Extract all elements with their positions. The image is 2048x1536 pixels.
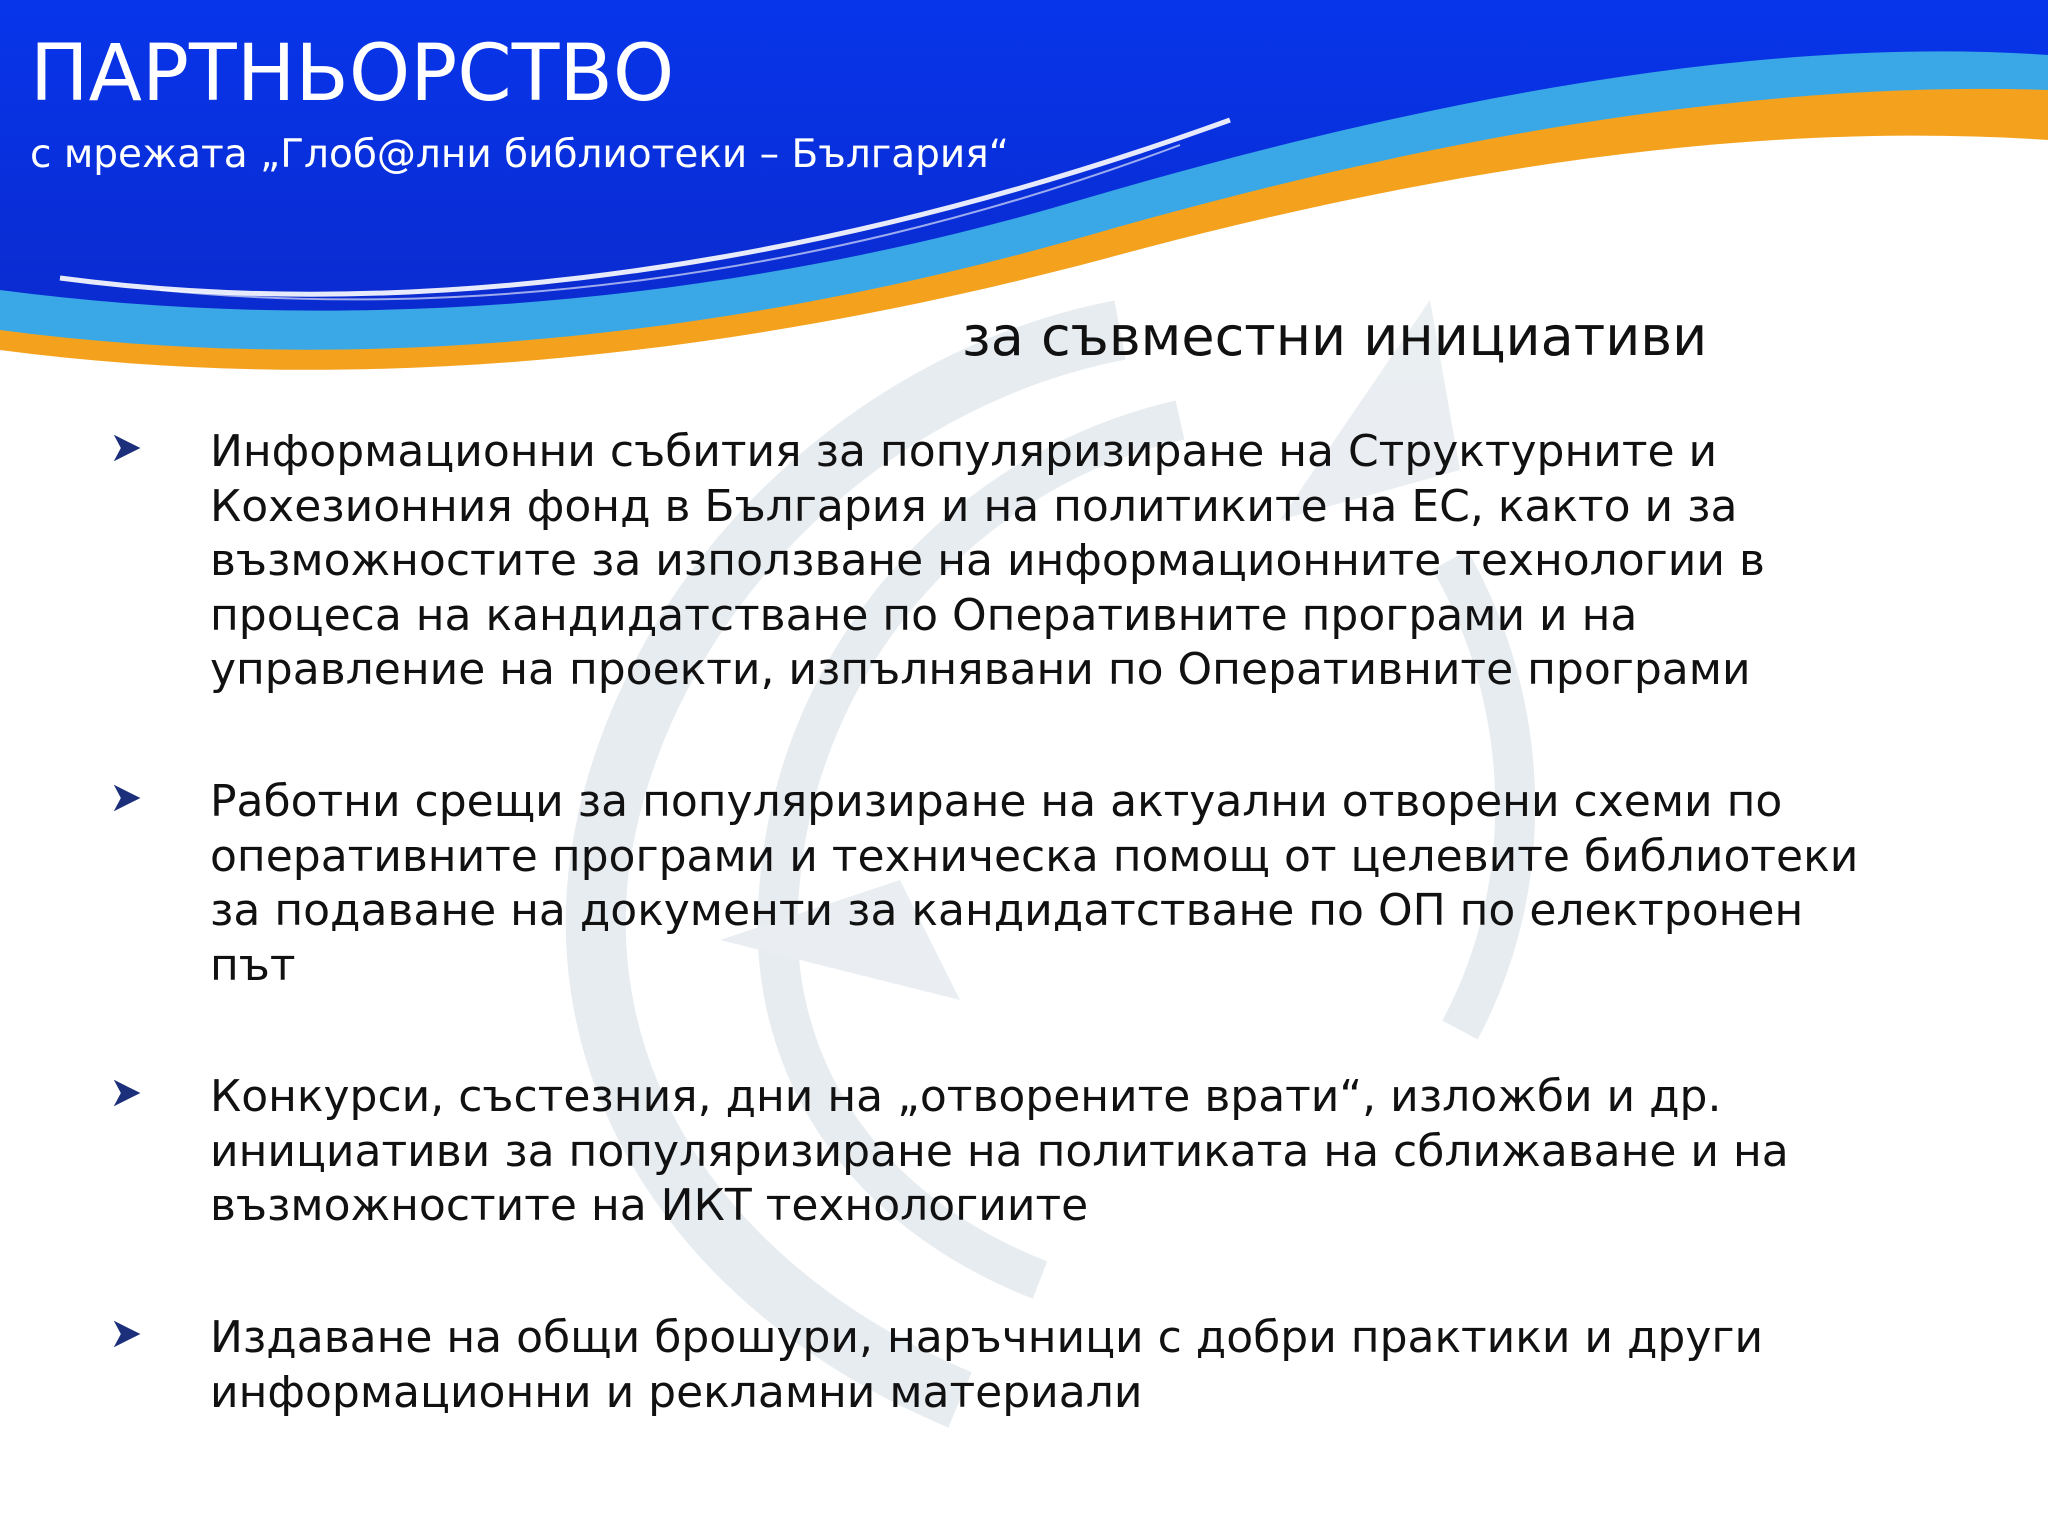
slide-subtitle: с мрежата „Глоб@лни библиотеки – България“ [30,132,1009,177]
section-heading: за съвместни инициативи [962,305,1708,368]
bullet-text: Конкурси, състезния, дни на „отворените врати“, изложби и др. инициативи за популяризиране на политиката на сближаване и на възможностите на ИКТ технологиите [210,1071,1789,1231]
arrowhead-bullet-icon [110,1076,144,1110]
slide-title: ПАРТНЬОРСТВО [30,29,675,119]
arrowhead-bullet-icon [110,431,144,465]
bullet-text: Работни срещи за популяризиране на актуални отворени схеми по оперативните програми и техническа помощ от целевите библиотеки за подаване на документи за кандидатстване по ОП по електронен път [210,776,1859,991]
bullet-text: Информационни събития за популяризиране на Структурните и Кохезионния фонд в България и на политиките на ЕС, както и за възможностите за използване на информационните технологии в процеса на кандидатстване по Оперативните програми и на управление на проекти, изпълнявани по Оперативните програми [210,426,1765,695]
arrowhead-bullet-icon [110,1317,144,1351]
bullet-text: Издаване на общи брошури, наръчници с добри практики и други информационни и рекламни материали [210,1312,1764,1418]
arrowhead-bullet-icon [110,781,144,815]
